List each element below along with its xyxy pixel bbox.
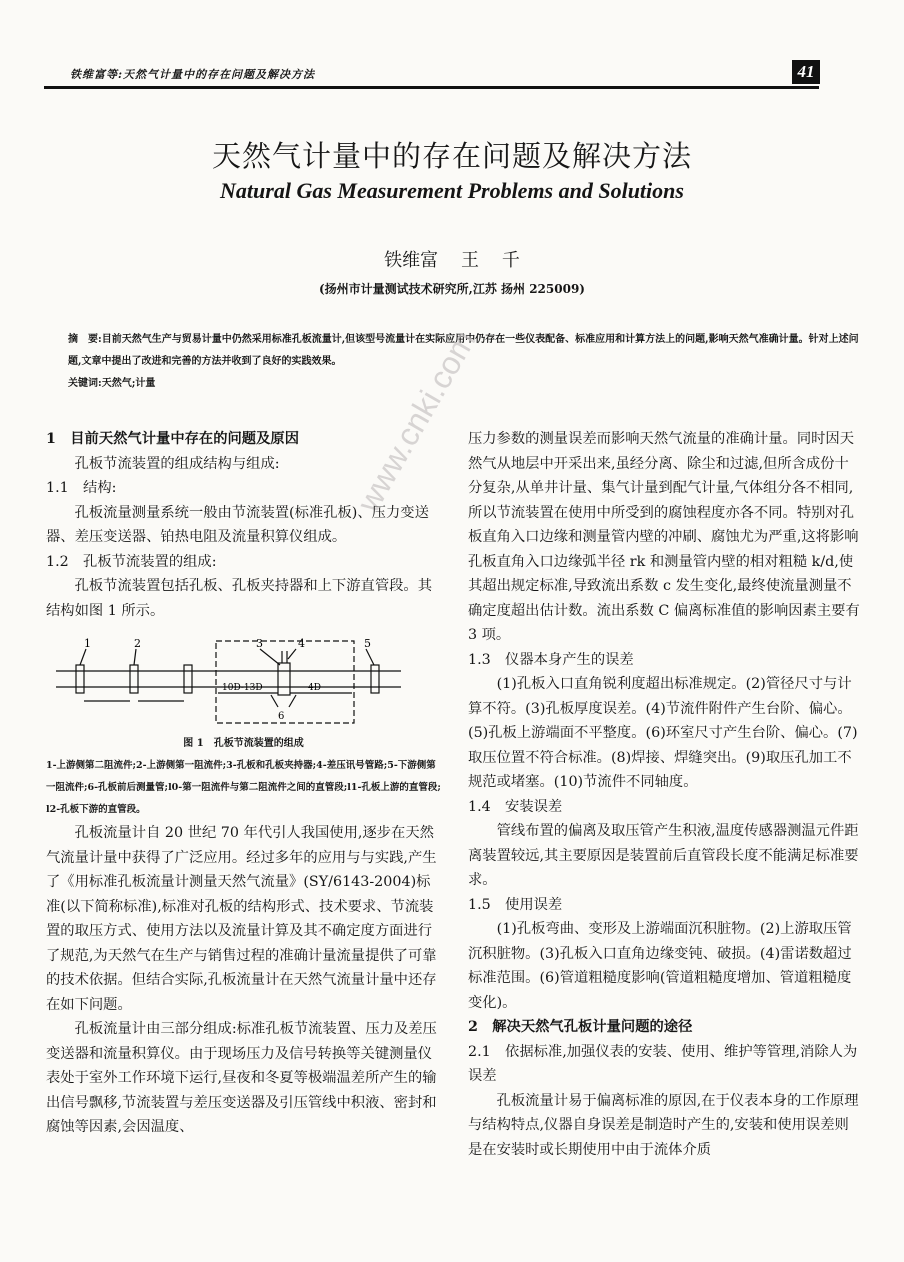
authors: 铁维富 王 千	[384, 250, 520, 271]
affiliation: (扬州市计量测试技术研究所,江苏 扬州 225009)	[319, 282, 585, 296]
section-2-1-heading: 2.1 依据标准,加强仪表的安装、使用、维护等管理,消除人为误差	[468, 1043, 858, 1084]
section-1-1-heading: 1.1 结构:	[46, 480, 117, 496]
paragraph: 管线布置的偏离及取压管产生积液,温度传感器测温元件距离装置较远,其主要原因是装置前后直管段长度不能满足标准要求。	[468, 823, 859, 888]
section-1-heading: 1 目前天然气计量中存在的问题及原因	[46, 431, 299, 447]
section-1-5-heading: 1.5 使用误差	[468, 896, 563, 913]
section-1-4-heading: 1.4 安装误差	[468, 798, 563, 815]
paragraph: 孔板节流装置包括孔板、孔板夹持器和上下游直管段。其结构如图 1 所示。	[46, 578, 433, 619]
figure-caption: 图 1 孔板节流装置的组成	[183, 738, 304, 749]
watermark: www.cnki.com	[350, 324, 483, 518]
page-number: 41	[792, 60, 820, 84]
figure-1-diagram	[46, 629, 441, 729]
fig-label-1: 1	[84, 637, 91, 650]
section-1-3-heading: 1.3 仪器本身产生的误差	[468, 651, 634, 668]
title-english: Natural Gas Measurement Problems and Solutions	[220, 178, 684, 203]
fig-label-2: 2	[134, 637, 141, 650]
paragraph: 孔板流量计易于偏离标准的原因,在于仪表本身的工作原理与结构特点,仪器自身误差是制造时产生的,安装和使用误差则是在安装时或长期使用中由于流体介质	[468, 1092, 859, 1158]
fig-dim-upstream: 10D-13D	[222, 683, 263, 693]
orifice-plate	[278, 663, 290, 695]
header-rule	[44, 86, 819, 89]
paragraph: 压力参数的测量误差而影响天然气流量的准确计量。同时因天然气从地层中开采出来,虽经分离、除尘和过滤,但所含成份十分复杂,从单井计量、集气计量到配气计量,气体组分各不相同,所以节流装置在使用中所受到的腐蚀程度亦各不同。特别对孔板直角入口边缘和测量管内壁的冲刷、腐蚀尤为严重,这将影响孔板直角入口边缘弧半径 rk 和测量管内壁的相对粗糙 k/d,使其超出规定标准,导致流出系数 c 发生变化,最终使流量测量不确定度超出估计数。流出系数 C 偏离标准值的影响因素主要有 3 项。	[468, 431, 860, 643]
flange-2	[130, 665, 138, 693]
fig-label-4: 4	[298, 637, 305, 650]
flange-3	[184, 665, 192, 693]
orifice-device-diagram	[46, 629, 441, 729]
paragraph: (1)孔板入口直角锐利度超出标准规定。(2)管径尺寸与计算不符。(3)孔板厚度误差。(4)节流件附件产生台阶、偏心。(5)孔板上游端面不平整度。(6)环室尺寸产生台阶、偏心。(7)取压位置不符合标准。(8)焊接、焊缝突出。(9)取压孔加工不规范或堵塞。(10)节流件不同轴度。	[468, 676, 858, 790]
figure-legend: 1-上游侧第二阻流件;2-上游侧第一阻流件;3-孔板和孔板夹持器;4-差压讯号管路;5-下游侧第一阻流件;6-孔板前后测量管;l0-第一阻流件与第二阻流件之间的直管段;l1-孔板上游的直管段;l2-孔板下游的直管段。	[46, 760, 441, 815]
fig-label-6: 6	[278, 711, 285, 722]
fig-label-3: 3	[256, 637, 263, 650]
section-1-2-heading: 1.2 孔板节流装置的组成:	[46, 553, 217, 570]
abstract: 摘 要:目前天然气生产与贸易计量中仍然采用标准孔板流量计,但该型号流量计在实际应用中仍存在一些仪表配备、标准应用和计算方法上的问题,影响天然气准确计量。针对上述问题,文章中提出了改进和完善的方法并收到了良好的实践效果。	[68, 334, 859, 367]
fig-dim-downstream: 4D	[308, 683, 321, 693]
title-chinese: 天然气计量中的存在问题及解决方法	[211, 139, 692, 173]
flange-1	[76, 665, 84, 693]
dashed-frame	[216, 641, 354, 723]
paragraph: 孔板节流装置的组成结构与组成:	[74, 455, 280, 472]
keywords: 关键词:天然气;计量	[68, 378, 156, 389]
fig-label-5: 5	[364, 637, 371, 650]
paragraph: 孔板流量计由三部分组成:标准孔板节流装置、压力及差压变送器和流量积算仪。由于现场压力及信号转换等关键测量仪表处于室外工作环境下运行,昼夜和冬夏等极端温差所产生的输出信号飘移,节流装置与差压变送器及引压管线中积液、密封和腐蚀等因素,会因温度、	[46, 1021, 437, 1135]
right-column	[468, 427, 863, 1162]
paragraph: 孔板流量测量系统一般由节流装置(标准孔板)、压力变送器、差压变送器、铂热电阻及流量积算仪组成。	[46, 504, 429, 545]
flange-5	[371, 665, 379, 693]
running-header: 铁维富等:天然气计量中的存在问题及解决方法	[70, 68, 316, 81]
paragraph: (1)孔板弯曲、变形及上游端面沉积脏物。(2)上游取压管沉积脏物。(3)孔板入口直角边缘变钝、破损。(4)雷诺数超过标准范围。(6)管道粗糙度影响(管道粗糙度增加、管道粗糙度变化)。	[468, 921, 852, 1011]
left-column	[46, 427, 441, 1140]
paragraph: 孔板流量计自 20 世纪 70 年代引人我国使用,逐步在天然气流量计量中获得了广泛应用。经过多年的应用与与实践,产生了《用标准孔板流量计测量天然气流量》(SY/6143-2004)标准(以下简称标准),标准对孔板的结构形式、技术要求、节流装置的取压方式、使用方法以及流量计算及其不确定度方面进行了规范,为天然气在生产与销售过程的准确计量流量提供了可靠的技术依据。但结合实际,孔板流量计在天然气流量计量中还存在如下问题。	[46, 825, 437, 1013]
section-2-heading: 2 解决天然气孔板计量问题的途径	[468, 1019, 693, 1035]
